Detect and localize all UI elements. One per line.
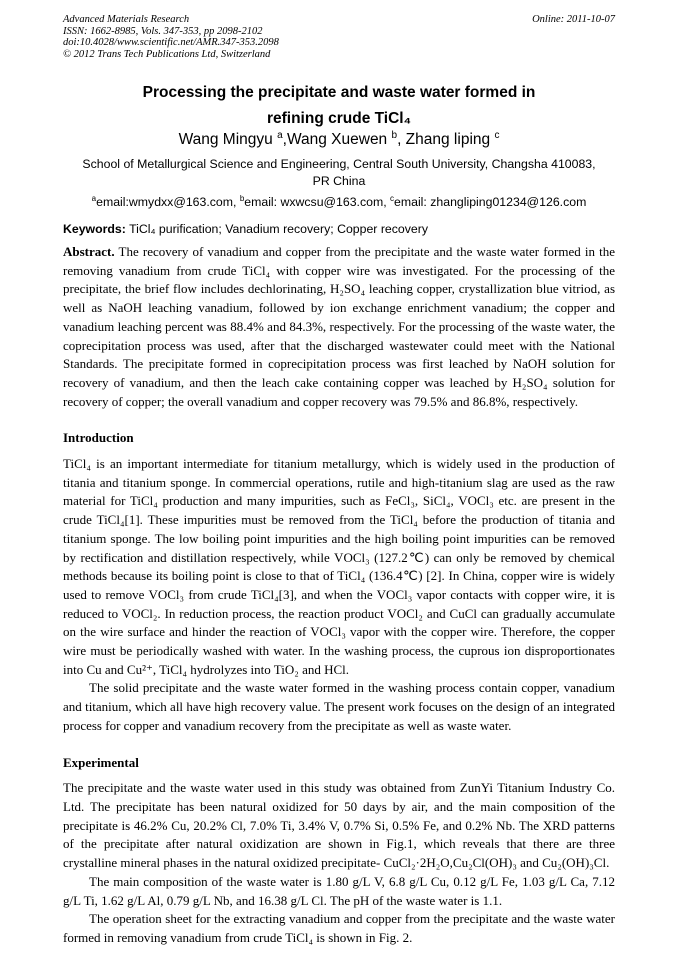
- keywords-label: Keywords:: [63, 222, 126, 236]
- author-mark: c: [494, 130, 500, 141]
- affiliation-line-1: School of Metallurgical Science and Engineering, Central South University, Changsha 410083,: [82, 157, 596, 171]
- paragraph: The precipitate and the waste water used in this study was obtained from ZunYi Titanium Industry Co. Ltd. The precipitate has been natural oxidized for 50 days by air, and the main composition of the precipitate is 46.2% Cu, 20.2% Cl, 7.0% Ti, 3.4% V, 0.7% Si, 0.5% Fe, and 0.2% Nb. The XRD patterns of the precipitate after natural oxidization are shown in Fig.1, which reveals that there are three crystalline mineral phases in the natural oxidized precipitate- CuCl₂·2H₂O,Cu₂Cl(OH)₃ and Cu₂(OH)₃Cl.: [63, 780, 615, 871]
- keywords-text: TiCl₄ purification; Vanadium recovery; Copper recovery: [125, 222, 428, 236]
- author-name: Wang Mingyu: [178, 131, 273, 149]
- issn: ISSN: 1662-8985, Vols. 347-353, pp 2098-2102: [63, 25, 263, 37]
- affiliation: [63, 156, 615, 190]
- section-heading-introduction: Introduction: [63, 430, 134, 446]
- keywords: [63, 222, 615, 236]
- email: email: zhangliping01234@126.com: [394, 195, 587, 210]
- author-mark: a: [277, 130, 283, 141]
- email-mark: c: [390, 194, 395, 203]
- abstract: [63, 243, 615, 411]
- paper-body: [63, 243, 615, 948]
- journal-name: Advanced Materials Research: [63, 14, 190, 25]
- copyright: © 2012 Trans Tech Publications Ltd, Switzerland: [63, 48, 271, 60]
- paragraph: The solid precipitate and the waste water formed in the washing process contain copper, vanadium and titanium, which all have high recovery value. The present work focuses on the design of an integrated process for copper and vanadium recovery from the precipitate as well as waste water.: [63, 680, 615, 733]
- email-mark: b: [239, 194, 245, 203]
- online-date: Online: 2011-10-07: [532, 14, 615, 25]
- journal-header: [63, 14, 615, 60]
- abstract-label: Abstract.: [63, 244, 115, 259]
- author-name: , Zhang liping: [397, 131, 491, 149]
- paper-title: [63, 80, 615, 132]
- section-heading-experimental: Experimental: [63, 754, 139, 770]
- paragraph: The main composition of the waste water is 1.80 g/L V, 6.8 g/L Cu, 0.12 g/L Fe, 1.03 g/L Ca, 7.12 g/L Ti, 1.62 g/L Al, 0.79 g/L Nb, and 16.38 g/L Cl. The pH of the waste water is 1.1.: [63, 873, 615, 908]
- authors: [63, 130, 615, 149]
- email: email:wmydxx@163.com,: [96, 195, 240, 210]
- emails: [63, 194, 615, 209]
- title-line-1: Processing the precipitate and waste water formed in: [142, 84, 536, 101]
- title-line-2: refining crude TiCl₄: [266, 110, 412, 127]
- doi: doi:10.4028/www.scientific.net/AMR.347-353.2098: [63, 37, 279, 48]
- paragraph: TiCl₄ is an important intermediate for titanium metallurgy, which is widely used in the production of titania and titanium sponge. In commercial operations, rutile and high-titanium slag are used as the raw material for TiCl₄ production and many impurities, such as FeCl₃, SiCl₄, VOCl₃ etc. are present in the crude TiCl₄[1]. These impurities must be removed from the TiCl₄ before the production of titania and titanium sponge. The low boiling point impurities and the high boiling point impurities can be removed by rectification and distillation respectively, while VOCl₃ (127.2℃) can only be removed by chemical methods because its boiling point is close to that of TiCl₄ (136.4℃) [2]. In China, copper wire is widely used to remove VOCl₃ from crude TiCl₄[3], and when the VOCl₃ vapor contacts with copper wire, it is reduced to VOCl₂. In reduction process, the reaction product VOCl₂ and CuCl can gradually accumulate on the wire surface and hinder the reaction of VOCl₃ vapor with the copper wire. Therefore, the copper wire must be periodically washed with water. In the washing process, the cuprous ion disproportionates into Cu and Cu²⁺, TiCl₄ hydrolyzes into TiO₂ and HCl.: [63, 456, 615, 677]
- author-mark: b: [391, 130, 398, 141]
- author-name: ,Wang Xuewen: [282, 131, 388, 149]
- paragraph: The operation sheet for the extracting vanadium and copper from the precipitate and the waste water formed in removing vanadium from crude TiCl₄ is shown in Fig. 2.: [63, 911, 615, 945]
- affiliation-line-2: PR China: [312, 174, 366, 188]
- email: email: wxwcsu@163.com,: [244, 195, 391, 210]
- email-mark: a: [91, 194, 97, 203]
- abstract-text: The recovery of vanadium and copper from the precipitate and the waste water formed in the removing vanadium from crude TiCl₄ with copper wire was investigated. For the processing of the precipitate, the brief flow includes dechlorinating, H₂SO₄ leaching copper, crystallization blue vitriod, as well as NaOH leaching vanadium, followed by ion exchange enrichment vanadium; the copper and vanadium leaching percent was 88.4% and 84.3%, respectively. For the processing of the waste water, the coprecipitation process was used, after that the discharged wastewater could meet with the National Standards. The precipitate formed in coprecipitation process was first leached by NaOH solution for recovery of vanadium, and then the leach cake containing copper was leached by H₂SO₄ solution for recovery of copper; the overall vanadium and copper recovery was 79.5% and 86.8%, respectively.: [63, 244, 615, 409]
